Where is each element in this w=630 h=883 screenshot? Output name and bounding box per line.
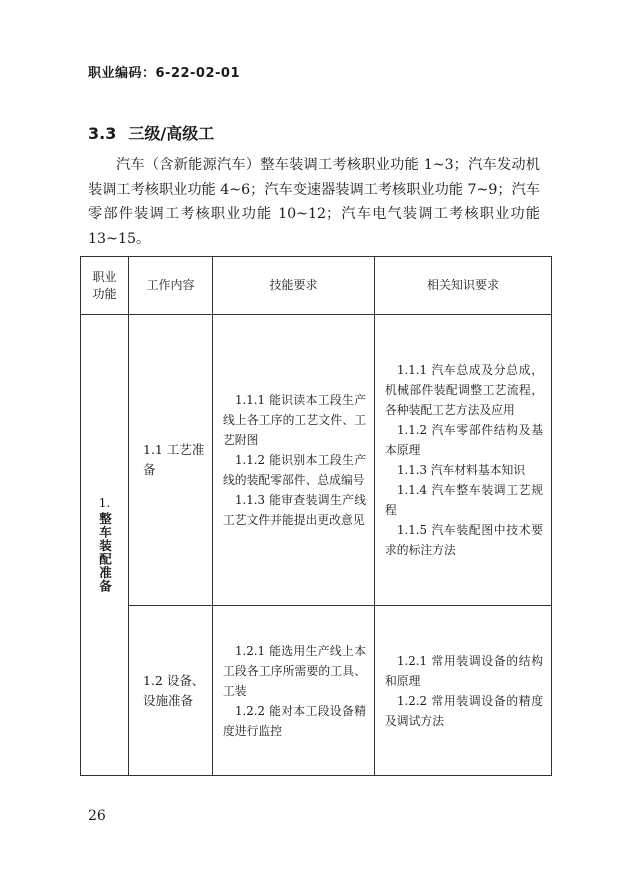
table-row: [81, 315, 552, 606]
occupation-code: 职业编码：6-22-02-01: [88, 66, 241, 81]
table-header-row: [81, 257, 552, 315]
section-title-text: 三级/高级工: [128, 124, 215, 143]
function-cell: [81, 315, 129, 776]
header-knowledge: 相关知识要求: [375, 257, 552, 315]
knowledge-item: 1.2.1 常用装调设备的结构和原理: [385, 653, 543, 688]
knowledge-requirements-cell: [375, 606, 552, 776]
header-function: 职业功能: [81, 257, 129, 315]
skill-requirements-table: [80, 256, 552, 776]
section-number: 3.3: [88, 124, 117, 143]
knowledge-item: 1.1.2 汽车零部件结构及基本原理: [385, 423, 543, 457]
skill-item: 1.2.1 能选用生产线上本工段各工序所需要的工具、工装: [223, 643, 366, 698]
knowledge-item: 1.2.2 常用装调设备的精度及调试方法: [385, 693, 543, 728]
intro-paragraph: 汽车（含新能源汽车）整车装调工考核职业功能 1~3；汽车发动机装调工考核职业功能 4~6；汽车变速器装调工考核职业功能 7~9；汽车零部件装调工考核职业功能 10~12；汽车电气装调工考核职业功能 13~15。: [88, 157, 540, 247]
skill-item: 1.2.2 能对本工段设备精度进行监控: [223, 703, 366, 738]
skill-item: 1.1.2 能识别本工段生产线的装配零部件、总成编号: [223, 453, 366, 487]
skill-requirements-cell: [213, 606, 375, 776]
work-content-cell: 1.2 设备、设施准备: [129, 606, 213, 776]
knowledge-requirements-cell: [375, 315, 552, 606]
header-skill: 技能要求: [213, 257, 375, 315]
knowledge-item: 1.1.1 汽车总成及分总成，机械部件装配调整工艺流程，各种装配工艺方法及应用: [385, 363, 543, 417]
work-content-cell: 1.1 工艺准备: [129, 315, 213, 606]
knowledge-item: 1.1.3 汽车材料基本知识: [397, 463, 526, 477]
function-number: 1.: [98, 496, 111, 510]
skill-item: 1.1.1 能识读本工段生产线上各工序的工艺文件、工艺附图: [223, 393, 366, 447]
section-heading: [88, 121, 214, 144]
table-row: [81, 606, 552, 776]
skill-item: 1.1.3 能审查装调生产线工艺文件并能提出更改意见: [223, 493, 366, 527]
function-name: 整车装配准备: [97, 512, 113, 593]
knowledge-item: 1.1.4 汽车整车装调工艺规程: [385, 483, 543, 517]
skill-requirements-cell: [213, 315, 375, 606]
page-number: 26: [88, 808, 106, 824]
header-work: 工作内容: [129, 257, 213, 315]
knowledge-item: 1.1.5 汽车装配图中技术要求的标注方法: [385, 523, 543, 557]
